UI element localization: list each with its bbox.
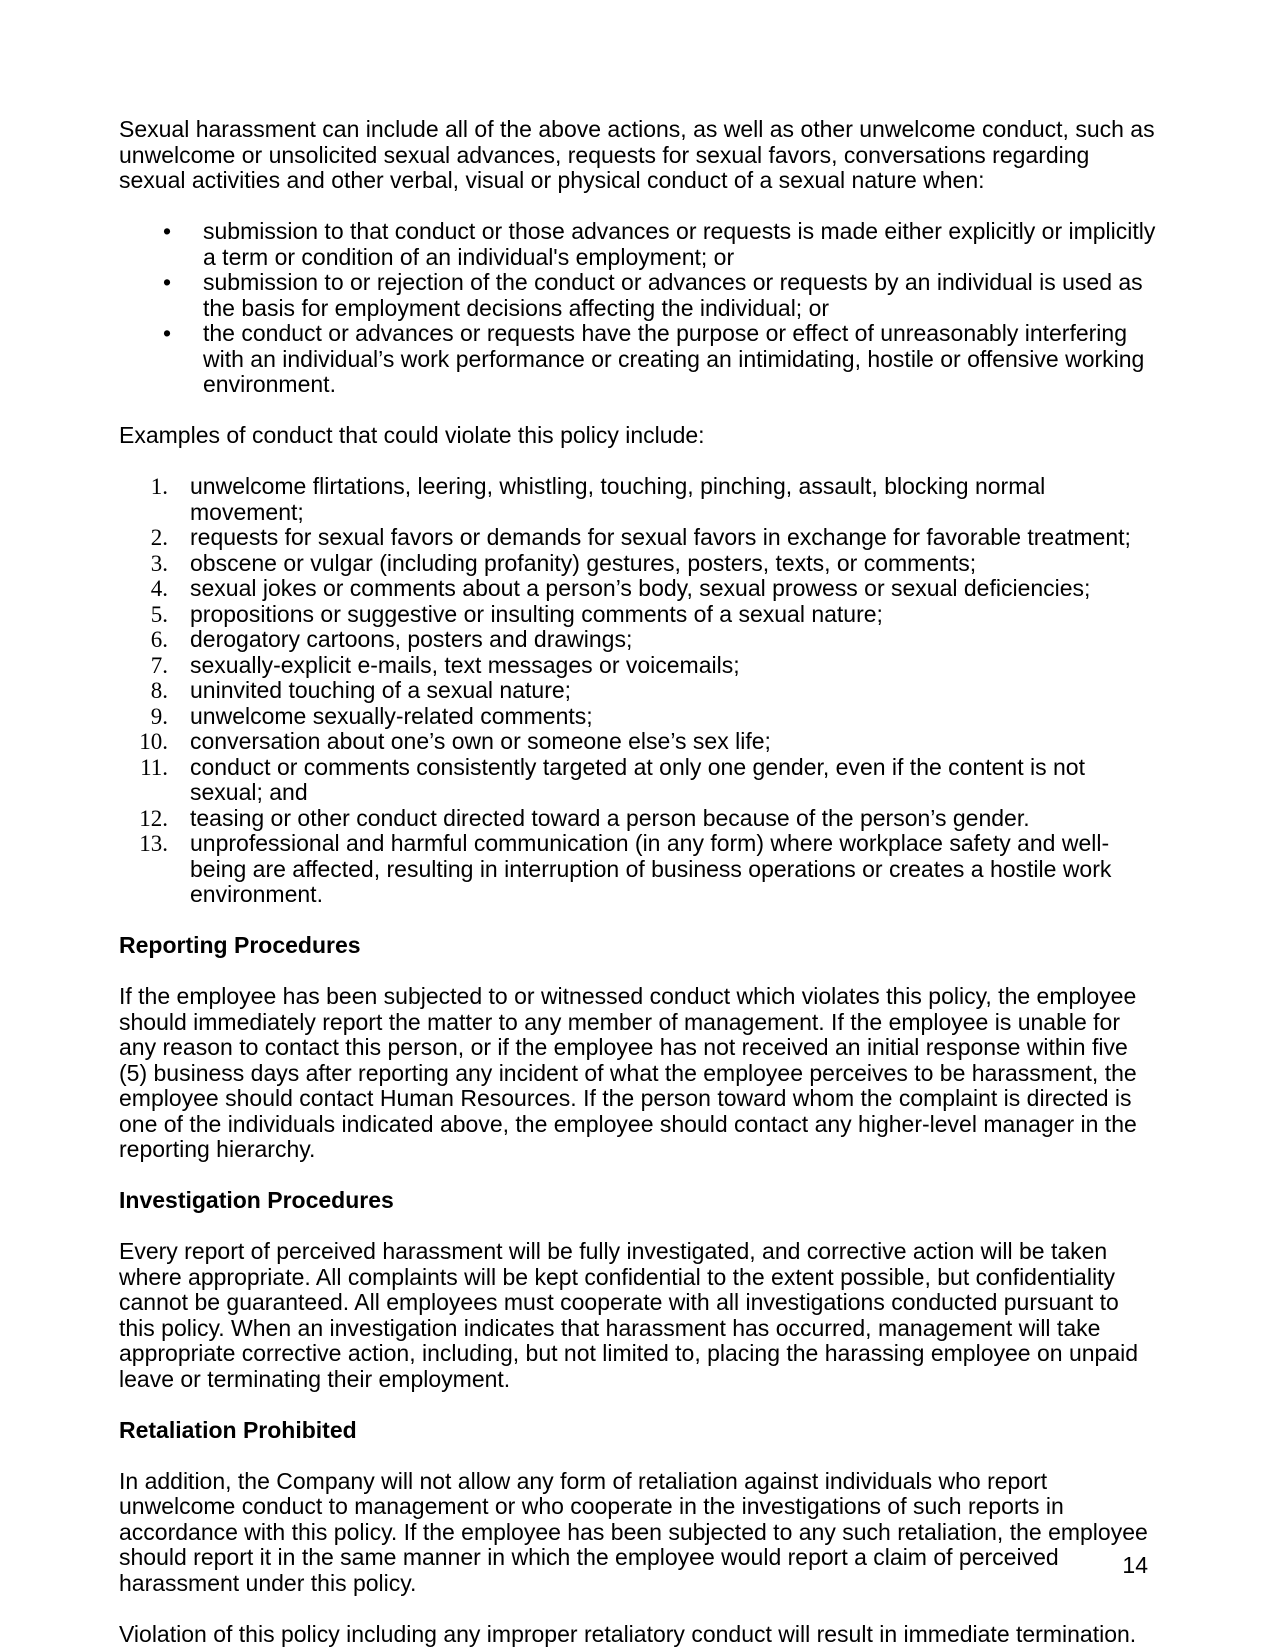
bullet-item-text: submission to that conduct or those advances or requests is made either explicitly or implicitly a term or condition of an individual's employment; or (203, 218, 1156, 270)
numbered-item-text: unprofessional and harmful communication (in any form) where workplace safety and well-being are affected, resulting in interruption of business operations or creates a hostile work environment. (190, 830, 1112, 907)
violation-paragraph: Violation of this policy including any improper retaliatory conduct will result in immediate termination. (119, 1620, 1137, 1647)
numbered-item (119, 551, 1158, 577)
numbered-item-text: requests for sexual favors or demands for sexual favors in exchange for favorable treatment; (190, 524, 1131, 550)
bullet-icon: • (163, 218, 172, 244)
bullet-item (119, 219, 1158, 270)
numbered-item (119, 474, 1158, 525)
intro-paragraph: Sexual harassment can include all of the above actions, as well as other unwelcome conduct, such as unwelcome or unsolicited sexual advances, requests for sexual favors, conversations regarding sexual activities and other verbal, visual or physical conduct of a sexual nature when: (119, 116, 1155, 193)
numbered-item (119, 831, 1158, 908)
numbered-item-text: sexually-explicit e-mails, text messages or voicemails; (190, 651, 740, 678)
numbered-item-text: propositions or suggestive or insulting comments of a sexual nature; (190, 600, 883, 627)
numbered-item-text: unwelcome flirtations, leering, whistling, touching, pinching, assault, blocking normal movement; (190, 473, 1046, 525)
bullet-item-text: submission to or rejection of the conduct or advances or requests by an individual is used as the basis for employment decisions affecting the individual; or (203, 269, 1143, 321)
numbered-item (119, 627, 1158, 653)
numbered-item (119, 806, 1158, 832)
numbered-item-label: 9. (150, 703, 168, 729)
section-heading-retaliation-prohibited: Retaliation Prohibited (119, 1416, 357, 1443)
investigation-procedures-paragraph: Every report of perceived harassment will be fully investigated, and corrective action will be taken where appropriate. All complaints will be kept confidential to the extent possible, but confidentiality cannot be guaranteed. All employees must cooperate with all investigations conducted pursuant to this policy. When an investigation indicates that harassment has occurred, management will take appropriate corrective action, including, but not limited to, placing the harassing employee on unpaid leave or terminating their employment. (119, 1238, 1139, 1392)
reporting-procedures-paragraph: If the employee has been subjected to or witnessed conduct which violates this policy, the employee should immediately report the matter to any member of management. If the employee is unable for any reason to contact this person, or if the employee has not received an initial response within five (5) business days after reporting any incident of what the employee perceives to be harassment, the employee should contact Human Resources. If the person toward whom the complaint is directed is one of the individuals indicated above, the employee should contact any higher-level manager in the reporting hierarchy. (119, 983, 1137, 1162)
page-number: 14 (1122, 1552, 1148, 1578)
numbered-item-label: 1. (150, 474, 168, 499)
numbered-item-label: 6. (150, 627, 168, 652)
bullet-list (119, 219, 1158, 398)
numbered-item-label: 12. (139, 805, 168, 831)
page-content (119, 117, 1158, 1650)
numbered-item-text: uninvited touching of a sexual nature; (190, 677, 572, 703)
numbered-item-label: 2. (150, 525, 168, 550)
numbered-item (119, 525, 1158, 551)
numbered-item (119, 653, 1158, 679)
numbered-item-label: 11. (140, 754, 168, 780)
numbered-item (119, 704, 1158, 730)
numbered-item (119, 678, 1158, 704)
numbered-list (119, 474, 1158, 908)
numbered-item-label: 4. (150, 576, 168, 601)
numbered-item-label: 5. (150, 601, 168, 627)
numbered-item-label: 13. (139, 831, 168, 856)
bullet-icon: • (163, 269, 172, 295)
bullet-item (119, 321, 1158, 398)
numbered-item-text: conversation about one’s own or someone else’s sex life; (190, 728, 771, 754)
numbered-item-label: 8. (150, 678, 168, 703)
numbered-item-text: obscene or vulgar (including profanity) gestures, posters, texts, or comments; (190, 549, 977, 576)
bullet-item (119, 270, 1158, 321)
numbered-item-text: conduct or comments consistently targeted at only one gender, even if the content is not sexual; and (190, 753, 1085, 805)
numbered-item (119, 729, 1158, 755)
numbered-item (119, 576, 1158, 602)
section-heading-reporting-procedures: Reporting Procedures (119, 932, 361, 958)
numbered-item (119, 755, 1158, 806)
retaliation-paragraph: In addition, the Company will not allow any form of retaliation against individuals who report unwelcome conduct to management or who cooperate in the investigations of such reports in accordance with this policy. If the employee has been subjected to any such retaliation, the employee should report it in the same manner in which the employee would report a claim of perceived harassment under this policy. (119, 1467, 1148, 1596)
bullet-icon: • (163, 320, 172, 346)
numbered-item (119, 602, 1158, 628)
numbered-item-text: derogatory cartoons, posters and drawings; (190, 626, 633, 652)
numbered-item-label: 7. (150, 652, 168, 678)
section-heading-investigation-procedures: Investigation Procedures (119, 1187, 394, 1213)
numbered-item-text: sexual jokes or comments about a person’s body, sexual prowess or sexual deficiencies; (190, 575, 1091, 601)
numbered-item-text: unwelcome sexually-related comments; (190, 702, 593, 729)
numbered-item-text: teasing or other conduct directed toward a person because of the person’s gender. (190, 804, 1030, 831)
numbered-item-label: 3. (150, 550, 168, 576)
bullet-item-text: the conduct or advances or requests have the purpose or effect of unreasonably interfering with an individual’s work performance or creating an intimidating, hostile or offensive working environment. (203, 320, 1145, 397)
numbered-item-label: 10. (139, 729, 168, 754)
examples-lead: Examples of conduct that could violate this policy include: (119, 422, 705, 448)
